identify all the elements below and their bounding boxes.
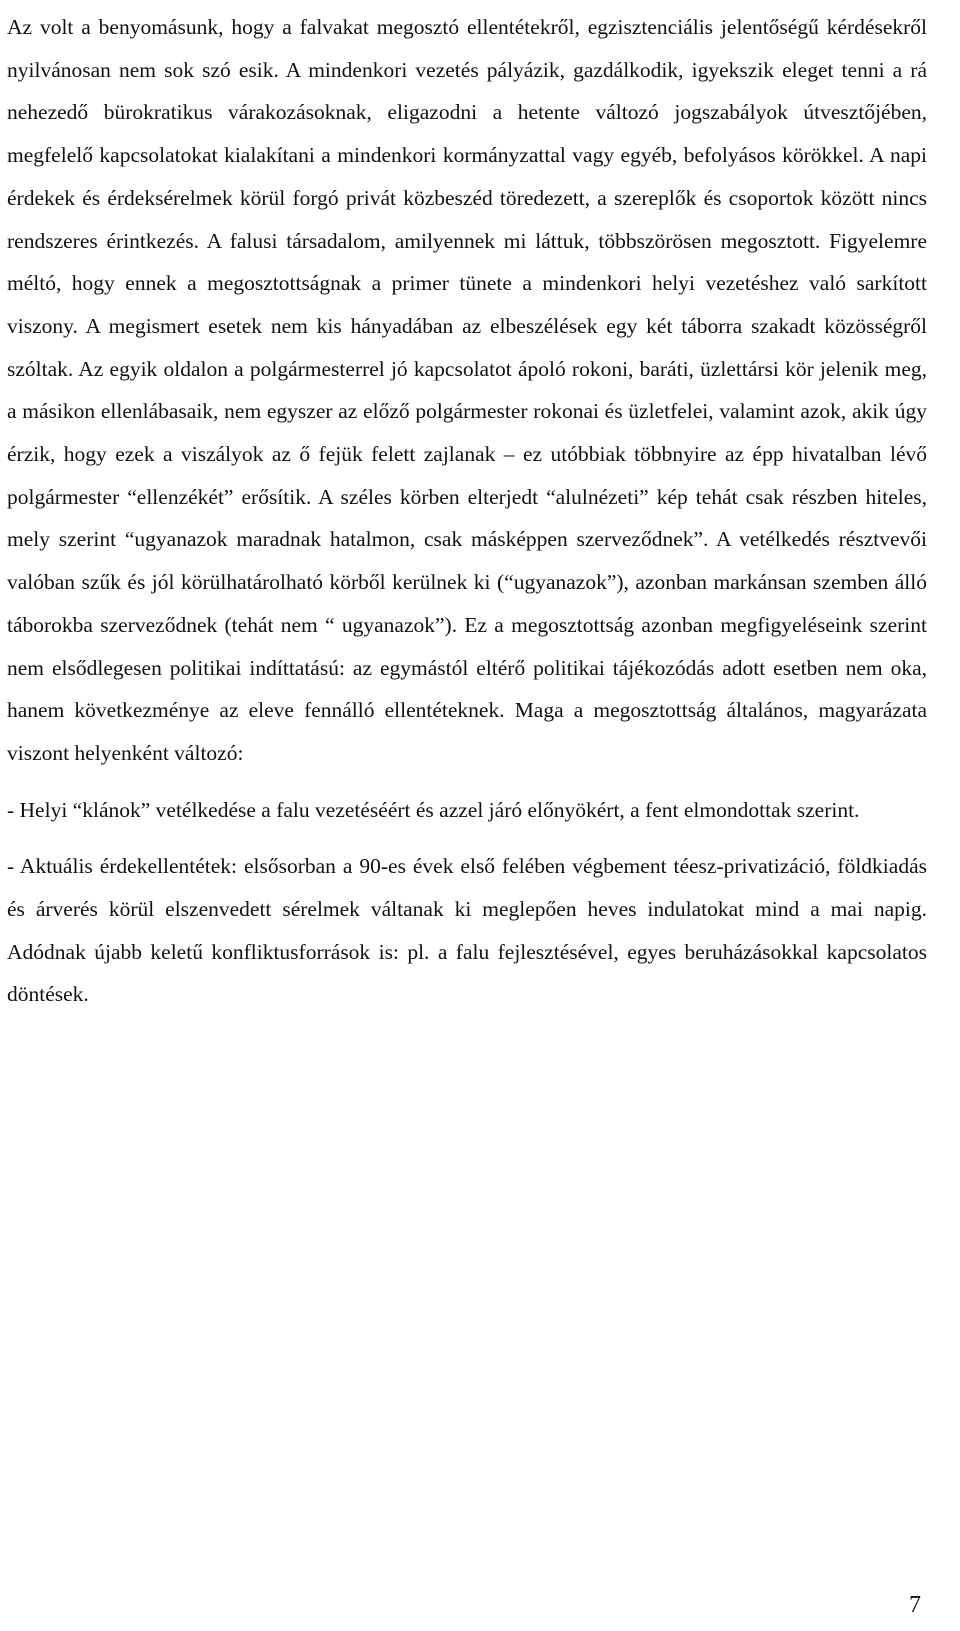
page-number: 7 (909, 1592, 921, 1618)
paragraph-clan-rivalry: - Helyi “klánok” vetélkedése a falu vezetéséért és azzel járó előnyökért, a fent elmondottak szerint. (7, 797, 860, 822)
paragraph-interest-conflicts: - Aktuális érdekellentétek: elsősorban a 90-es évek első felében végbement téesz-privatizáció, földkiadás és árverés körül elszenvedett sérelmek váltanak ki meglepően heves indulatokat mind a mai napig. Adódnak újabb keletű konfliktusforrások is: pl. a falu fejlesztésével, egyes beruházásokkal kapcsolatos döntések. (7, 854, 927, 1007)
document-page (7, 0, 927, 1631)
body-text (7, 6, 927, 1016)
paragraph-intro: Az volt a benyomásunk, hogy a falvakat megosztó ellentétekről, egzisztenciális jelentőségű kérdésekről nyilvánosan nem sok szó esik. A mindenkori vezetés pályázik, gazdálkodik, igyekszik eleget tenni a rá nehezedő bürokratikus várakozásoknak, eligazodni a hetente változó jogszabályok útvesztőjében, megfelelő kapcsolatokat kialakítani a mindenkori kormányzattal vagy egyéb, befolyásos körökkel. A napi érdekek és érdeksérelmek körül forgó privát közbeszéd töredezett, a szereplők és csoportok között nincs rendszeres érintkezés. A falusi társadalom, amilyennek mi láttuk, többszörösen megosztott. Figyelemre méltó, hogy ennek a megosztottságnak a primer tünete a mindenkori helyi vezetéshez való sarkított viszony. A megismert esetek nem kis hányadában az elbeszélések egy két táborra szakadt közösségről szóltak. Az egyik oldalon a polgármesterrel jó kapcsolatot ápoló rokoni, baráti, üzlettársi kör jelenik meg, a másikon ellenlábasaik, nem egyszer az előző polgármester rokonai és üzletfelei, valamint azok, akik úgy érzik, hogy ezek a viszályok az ő fejük felett zajlanak – ez utóbbiak többnyire az épp hivatalban lévő polgármester “ellenzékét” erősítik. A széles körben elterjedt “alulnézeti” kép tehát csak részben hiteles, mely szerint “ugyanazok maradnak hatalmon, csak másképpen szerveződnek”. A vetélkedés résztvevői valóban szűk és jól körülhatárolható körből kerülnek ki (“ugyanazok”), azonban markánsan szemben álló táborokba szerveződnek (tehát nem “ ugyanazok”). Ez a megosztottság azonban megfigyeléseink szerint nem elsődlegesen politikai indíttatású: az egymástól eltérő politikai tájékozódás adott esetben nem oka, hanem következménye az eleve fennálló ellentéteknek. Maga a megosztottság általános, magyarázata viszont helyenként változó: (7, 15, 927, 765)
